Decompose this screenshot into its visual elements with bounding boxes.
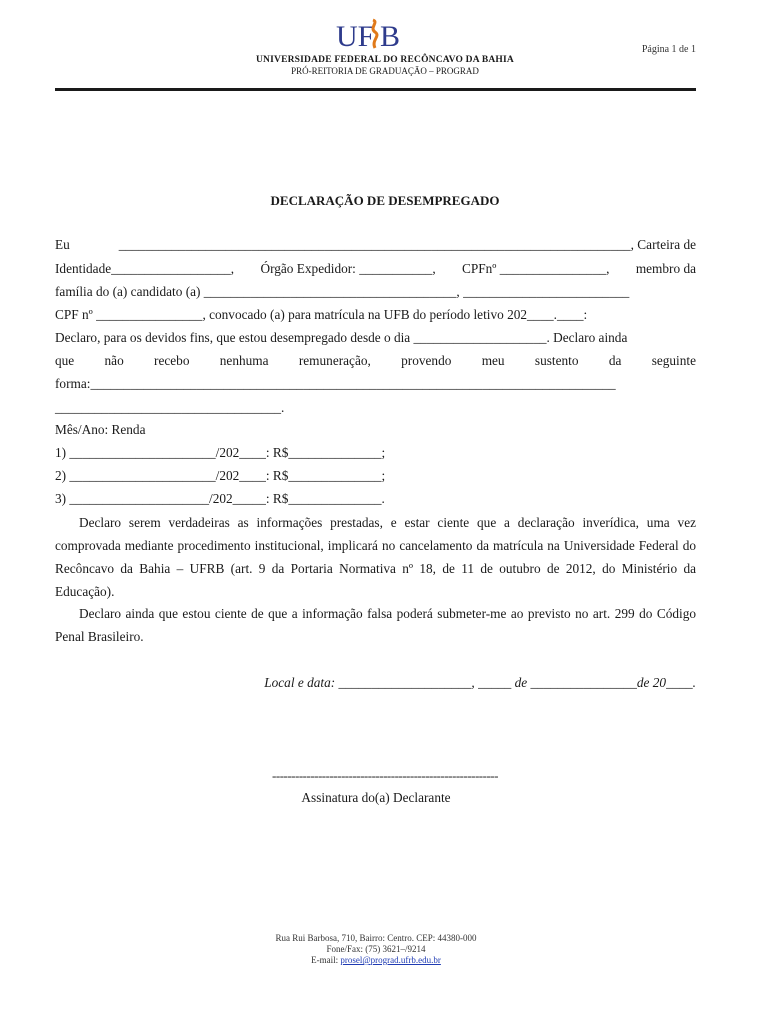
department-name: PRÓ-REITORIA DE GRADUAÇÃO – PROGRAD (291, 66, 479, 76)
footer-email-line (0, 955, 752, 965)
issuer-field: Órgão Expedidor: ___________, (260, 261, 436, 276)
cpf-field: CPFnº ________________, (462, 261, 610, 276)
income-row-2: 2) ______________________/202____: R$______________; (55, 468, 386, 483)
signature-line: ----------------------------------------------------------- (272, 768, 498, 783)
line-forma: forma:_______________________________________________________________________________ (55, 376, 616, 391)
name-field: _____________________________________________________________________________, Carteira de (118, 237, 696, 252)
text-membro: membro da (635, 261, 696, 276)
income-row-1: 1) ______________________/202____: R$______________; (55, 445, 386, 460)
word-3: nenhuma (219, 353, 269, 368)
income-row-3: 3) _____________________/202_____: R$______________. (55, 491, 385, 506)
line-identity (55, 257, 696, 280)
footer-email-label: E-mail: (311, 955, 341, 965)
signature-label: Assinatura do(a) Declarante (301, 790, 451, 805)
footer-phone: Fone/Fax: (75) 3621–/9214 (326, 944, 426, 954)
line-name (55, 233, 696, 256)
word-4: remuneração, (298, 353, 371, 368)
word-7: sustento (534, 353, 579, 368)
local-date-field: Local e data: ____________________, _____ de ________________de 20____. (264, 675, 696, 690)
word-0: que (55, 353, 75, 368)
income-heading: Mês/Ano: Renda (55, 422, 146, 437)
page-number: Página 1 de 1 (641, 44, 696, 55)
word-5: provendo (401, 353, 452, 368)
line-forma-cont: __________________________________. (55, 400, 285, 415)
declaration-paragraph: Declaro serem verdadeiras as informações prestadas, e estar ciente que a declaração inverídica, uma vez comprovada mediante procedimento institucional, implicará no cancelamento da matrícula na Universidade Federal do Recôncavo da Bahia – UFRB (art. 9 da Portaria Normativa nº 18, de 11 de outubro de 2012, do Ministério da Educação). (55, 515, 696, 599)
line-unemployed-since: Declaro, para os devidos fins, que estou desempregado desde o dia ____________________. Declaro ainda (55, 330, 628, 345)
identity-field: Identidade__________________, (55, 261, 235, 276)
line-candidate: família do (a) candidato (a) ______________________________________, _________________________ (55, 284, 630, 299)
penal-code-paragraph: Declaro ainda que estou ciente de que a informação falsa poderá submeter-me ao previsto no art. 299 do Código Penal Brasileiro. (55, 606, 696, 644)
institution-name: UNIVERSIDADE FEDERAL DO RECÔNCAVO DA BAHIA (256, 55, 514, 65)
word-6: meu (481, 353, 505, 368)
line-cpf-period: CPF nº ________________, convocado (a) para matrícula na UFB do período letivo 202____.____: (55, 307, 588, 322)
footer-address: Rua Rui Barbosa, 710, Bairro: Centro. CEP: 44380-000 (275, 933, 477, 943)
text-eu: Eu (55, 237, 70, 252)
svg-text:B: B (380, 20, 401, 52)
word-8: da (608, 353, 622, 368)
footer-email-link[interactable]: prosel@prograd.ufrb.edu.br (340, 955, 441, 965)
word-1: não (104, 353, 124, 368)
document-title: DECLARAÇÃO DE DESEMPREGADO (270, 193, 500, 208)
line-no-income (55, 349, 696, 372)
word-2: recebo (154, 353, 190, 368)
ufrb-logo (335, 14, 407, 52)
svg-text:UF: UF (336, 20, 375, 52)
header-divider (55, 88, 696, 91)
word-9: seguinte (651, 353, 696, 368)
ufrb-logo-icon (335, 14, 407, 52)
